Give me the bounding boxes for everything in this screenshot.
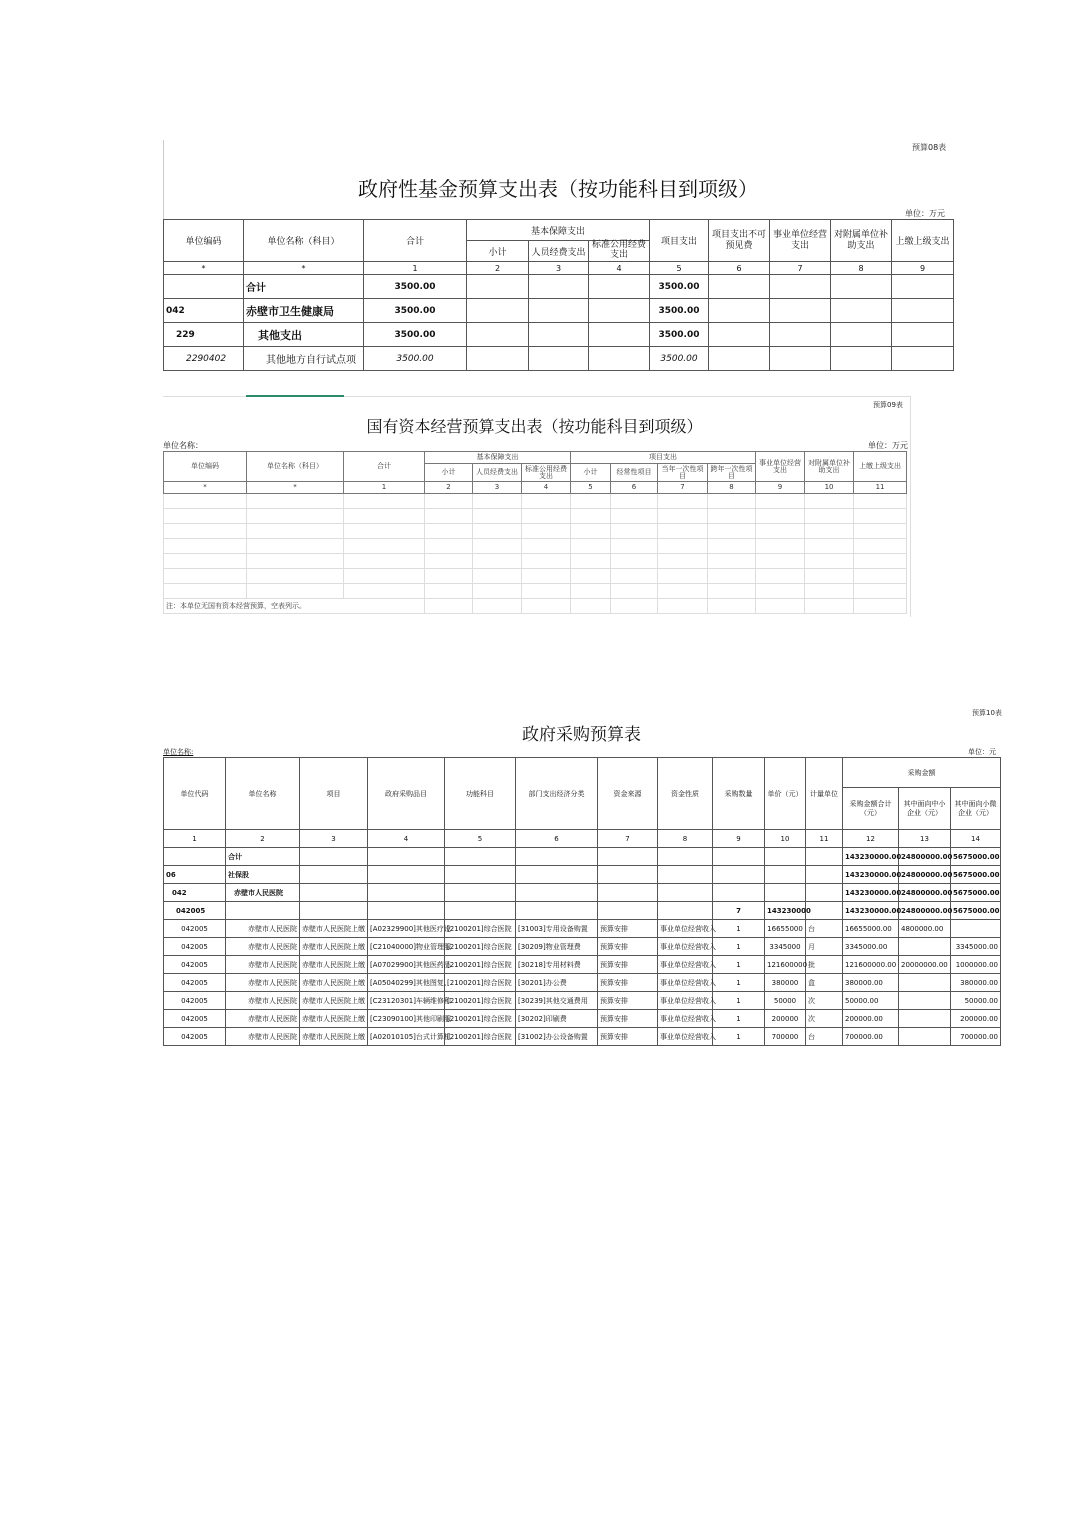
t1-num: 8 [831,262,892,275]
t3-cell-micro [951,920,1001,938]
t1-num: * [244,262,364,275]
t3-h-price: 单价（元） [765,758,806,830]
t3-cell-code [164,848,226,866]
table3-unit-name: 单位名称: [163,748,194,756]
t3-cell-price: 16655000 [765,920,806,938]
t3-cell-name: 赤壁市人民医院 [226,938,300,956]
t3-num: 4 [368,830,445,848]
t3-cell-source: 预算安排 [598,920,658,938]
t3-cell-name: 赤壁市人民医院 [226,1010,300,1028]
t1-row-code [164,275,244,299]
t3-cell-micro: 5675000.00 [951,884,1001,902]
t3-cell-sme [899,938,951,956]
t3-num: 12 [843,830,899,848]
t3-cell-price: 50000 [765,992,806,1010]
t3-cell-price: 121600000 [765,956,806,974]
t2-num: * [247,482,344,494]
t1-row-code: 229 [164,323,244,347]
table1-unit: 单位：万元 [905,209,945,218]
table-row [164,992,1001,1010]
t3-cell-sme: 24800000.00 [899,884,951,902]
t3-num: 3 [300,830,368,848]
t3-num: 14 [951,830,1001,848]
t3-cell-qty: 1 [713,1028,765,1046]
t3-cell-measure: 批 [806,956,843,974]
t2-num: 4 [522,482,571,494]
t2-h-subsidy: 对附属单位补助支出 [805,452,854,482]
table-row [164,1010,1001,1028]
t3-h-source: 资金来源 [598,758,658,830]
t3-cell-total: 121600000.00 [843,956,899,974]
table2 [163,451,907,614]
t2-num: 8 [708,482,756,494]
t2-h-superior: 上缴上级支出 [854,452,907,482]
t3-cell-measure: 次 [806,992,843,1010]
t3-cell-func: [2100201]综合医院 [445,920,516,938]
t3-cell-func: [2100201]综合医院 [445,1028,516,1046]
t3-cell-total: 16655000.00 [843,920,899,938]
table-row [164,920,1001,938]
t3-cell-sme: 24800000.00 [899,866,951,884]
t3-cell-name [226,902,300,920]
t2-h-p-multi: 跨年一次性项目 [708,464,756,482]
t3-cell-qty [713,866,765,884]
t3-cell-price: 143230000 [765,902,806,920]
t1-row-project: 3500.00 [650,347,709,371]
t3-cell-nature: 事业单位经营收入 [658,974,713,992]
t3-cell-econ: [30202]印刷费 [516,1010,598,1028]
t1-h-name: 单位名称（科目） [244,220,364,262]
t3-cell-econ: [30209]物业管理费 [516,938,598,956]
t2-h-business: 事业单位经营支出 [756,452,805,482]
t3-cell-name: 赤壁市人民医院 [226,1028,300,1046]
t1-h-superior: 上缴上级支出 [892,220,954,262]
t3-cell-micro: 3345000.00 [951,938,1001,956]
t1-h-public: 标准公用经费支出 [589,241,650,262]
t3-h-econ: 部门支出经济分类 [516,758,598,830]
t1-h-business: 事业单位经营支出 [770,220,831,262]
table-row [164,956,1001,974]
t3-num: 1 [164,830,226,848]
t3-cell-total: 143230000.00 [843,884,899,902]
t3-cell-code: 042005 [164,956,226,974]
t3-cell-qty: 1 [713,938,765,956]
t3-cell-nature: 事业单位经营收入 [658,1010,713,1028]
t3-cell-name: 赤壁市人民医院 [226,974,300,992]
t2-num: 6 [611,482,658,494]
t3-cell-name: 社保股 [226,866,300,884]
t3-cell-qty [713,848,765,866]
t3-cell-source: 预算安排 [598,1028,658,1046]
t3-cell-project: 赤壁市人民医院上缴 [300,938,368,956]
t3-cell-item: [A02010105]台式计算机 [368,1028,445,1046]
t3-h-code: 单位代码 [164,758,226,830]
t2-h-subtotal: 小计 [425,464,473,482]
table-row [164,866,1001,884]
t3-cell-project: 赤壁市人民医院上缴 [300,1028,368,1046]
t3-h-name: 单位名称 [226,758,300,830]
t1-h-personnel: 人员经费支出 [529,241,589,262]
t3-cell-qty [713,884,765,902]
t3-cell-qty: 1 [713,920,765,938]
t1-row-name: 其他地方自行试点项 [244,347,364,371]
t1-row-total: 3500.00 [364,347,467,371]
t3-cell-name: 合计 [226,848,300,866]
t3-h-nature: 资金性质 [658,758,713,830]
t3-cell-micro: 200000.00 [951,1010,1001,1028]
t2-num: 5 [571,482,611,494]
t3-h-amount-micro: 其中面向小微企业（元） [951,788,1001,830]
t3-cell-micro: 700000.00 [951,1028,1001,1046]
t3-cell-price: 3345000 [765,938,806,956]
t3-cell-sme [899,974,951,992]
t3-cell-price: 200000 [765,1010,806,1028]
table2-tag: 预算09表 [873,401,903,409]
t3-num: 9 [713,830,765,848]
t1-num: 5 [650,262,709,275]
t3-cell-nature: 事业单位经营收入 [658,920,713,938]
t3-cell-price [765,866,806,884]
table3-tag: 预算10表 [972,709,1002,717]
table-row [164,974,1001,992]
t1-num: 7 [770,262,831,275]
t2-num: * [164,482,247,494]
t3-cell-item: [C21040000]物业管理服 [368,938,445,956]
t1-num: 6 [709,262,770,275]
t3-cell-code: 042005 [164,902,226,920]
t1-row-project: 3500.00 [650,323,709,347]
t3-cell-total: 50000.00 [843,992,899,1010]
t3-cell-nature: 事业单位经营收入 [658,992,713,1010]
t1-row-total: 3500.00 [364,299,467,323]
t3-num: 11 [806,830,843,848]
t3-cell-nature: 事业单位经营收入 [658,956,713,974]
t3-cell-item: [A07029900]其他医药品 [368,956,445,974]
table-row [164,884,1001,902]
t2-h-p-once: 当年一次性项目 [658,464,708,482]
t2-h-p-subtotal: 小计 [571,464,611,482]
table1-tag: 预算08表 [912,143,947,152]
t3-cell-total: 700000.00 [843,1028,899,1046]
t3-cell-price [765,848,806,866]
t3-cell-total: 143230000.00 [843,902,899,920]
t3-cell-nature: 事业单位经营收入 [658,1028,713,1046]
t2-num: 10 [805,482,854,494]
t3-cell-func: [2100201]综合医院 [445,938,516,956]
t3-num: 5 [445,830,516,848]
table-row [164,938,1001,956]
t3-cell-project: 赤壁市人民医院上缴 [300,974,368,992]
t2-h-public: 标准公用经费支出 [522,464,571,482]
table1-title: 政府性基金预算支出表（按功能科目到项级） [358,177,758,201]
t3-cell-project: 赤壁市人民医院上缴 [300,1010,368,1028]
t3-cell-code: 042 [164,884,226,902]
t1-num: 3 [529,262,589,275]
t3-cell-micro: 50000.00 [951,992,1001,1010]
table-row [164,902,1001,920]
t3-cell-price: 380000 [765,974,806,992]
t3-cell-sme: 24800000.00 [899,848,951,866]
t2-num: 11 [854,482,907,494]
table1-edge [163,140,164,220]
t3-cell-func: [2100201]综合医院 [445,1010,516,1028]
t1-row-total: 3500.00 [364,275,467,299]
t3-cell-price: 700000 [765,1028,806,1046]
t3-cell-project: 赤壁市人民医院上缴 [300,920,368,938]
t3-cell-total: 3345000.00 [843,938,899,956]
t1-num: 2 [467,262,529,275]
t3-cell-name: 赤壁市人民医院 [226,920,300,938]
t1-row-project: 3500.00 [650,275,709,299]
t3-cell-total: 143230000.00 [843,866,899,884]
t3-num: 7 [598,830,658,848]
t3-cell-econ: [30201]办公费 [516,974,598,992]
t3-num: 6 [516,830,598,848]
t2-num: 9 [756,482,805,494]
t2-h-project: 项目支出 [571,452,756,464]
t3-h-func: 功能科目 [445,758,516,830]
t3-cell-price [765,884,806,902]
t3-cell-measure: 次 [806,1010,843,1028]
t3-cell-sme: 4800000.00 [899,920,951,938]
t3-h-amount-sme: 其中面向中小企业（元） [899,788,951,830]
t3-cell-code: 06 [164,866,226,884]
table2-note: 注：本单位无国有资本经营预算，空表列示。 [164,599,425,614]
table2-title: 国有资本经营预算支出表（按功能科目到项级） [366,417,703,436]
t3-num: 2 [226,830,300,848]
t3-cell-micro: 1000000.00 [951,956,1001,974]
t3-cell-source: 预算安排 [598,1010,658,1028]
t1-num: 9 [892,262,954,275]
t1-row-code: 2290402 [164,347,244,371]
t3-cell-name: 赤壁市人民医院 [226,884,300,902]
t3-cell-measure: 月 [806,938,843,956]
t3-cell-sme [899,1028,951,1046]
t3-cell-item: [C23090100]其他印刷服 [368,1010,445,1028]
t3-cell-measure: 台 [806,1028,843,1046]
t3-cell-measure: 台 [806,920,843,938]
t3-h-amount-total: 采购金额合计（元） [843,788,899,830]
t3-cell-econ: [31003]专用设备购置 [516,920,598,938]
table2-unit-name: 单位名称： [163,441,203,450]
t3-cell-econ: [30218]专用材料费 [516,956,598,974]
t3-num: 13 [899,830,951,848]
t3-cell-func: [2100201]综合医院 [445,992,516,1010]
t3-cell-qty: 1 [713,974,765,992]
table-row [164,848,1001,866]
t3-h-amount: 采购金额 [843,758,1001,788]
t3-cell-micro: 380000.00 [951,974,1001,992]
t3-cell-qty: 1 [713,956,765,974]
t3-cell-code: 042005 [164,992,226,1010]
t3-cell-total: 380000.00 [843,974,899,992]
t3-cell-source: 预算安排 [598,992,658,1010]
t1-h-subsidy: 对附属单位补助支出 [831,220,892,262]
t1-num: 4 [589,262,650,275]
t2-h-p-regular: 经常性项目 [611,464,658,482]
t2-num: 1 [344,482,425,494]
t2-h-name: 单位名称（科目） [247,452,344,482]
t3-cell-qty: 1 [713,992,765,1010]
t3-cell-func: [2100201]综合医院 [445,974,516,992]
table2-cell-highlight [246,395,344,397]
t3-h-measure: 计量单位 [806,758,843,830]
table3 [163,757,1001,1046]
t3-cell-sme [899,1010,951,1028]
t1-h-project: 项目支出 [650,220,709,262]
table3-title: 政府采购预算表 [522,725,641,745]
t3-cell-code: 042005 [164,938,226,956]
t3-cell-sme: 20000000.00 [899,956,951,974]
t2-h-personnel: 人员经费支出 [473,464,522,482]
t3-cell-nature: 事业单位经营收入 [658,938,713,956]
t3-h-project: 项目 [300,758,368,830]
t1-row-project: 3500.00 [650,299,709,323]
t1-h-total: 合计 [364,220,467,262]
table3-unit: 单位：元 [968,748,996,756]
t1-row-total: 3500.00 [364,323,467,347]
t3-cell-code: 042005 [164,1028,226,1046]
t3-h-qty: 采购数量 [713,758,765,830]
t1-row-name: 合计 [244,275,364,299]
t3-cell-name: 赤壁市人民医院 [226,992,300,1010]
t3-cell-project: 赤壁市人民医院上缴 [300,956,368,974]
t3-cell-code: 042005 [164,974,226,992]
t3-h-item: 政府采购品目 [368,758,445,830]
t3-cell-sme: 24800000.00 [899,902,951,920]
t2-h-total: 合计 [344,452,425,482]
t1-h-subtotal: 小计 [467,241,529,262]
t3-cell-sme [899,992,951,1010]
t3-cell-qty: 7 [713,902,765,920]
t2-num: 3 [473,482,522,494]
t3-cell-micro: 5675000.00 [951,866,1001,884]
t3-cell-source: 预算安排 [598,974,658,992]
t3-cell-total: 200000.00 [843,1010,899,1028]
t1-num: 1 [364,262,467,275]
t1-h-unforeseen: 项目支出不可预见费 [709,220,770,262]
t3-cell-econ: [30239]其他交通费用 [516,992,598,1010]
t1-h-code: 单位编码 [164,220,244,262]
t3-num: 10 [765,830,806,848]
t3-cell-source: 预算安排 [598,938,658,956]
t3-num: 8 [658,830,713,848]
t3-cell-micro: 5675000.00 [951,848,1001,866]
t3-cell-source: 预算安排 [598,956,658,974]
t2-num: 2 [425,482,473,494]
t2-h-basic: 基本保障支出 [425,452,571,464]
table2-unit: 单位：万元 [868,441,908,450]
t1-row-name: 其他支出 [244,323,364,347]
t1-row-code: 042 [164,299,244,323]
t3-cell-total: 143230000.00 [843,848,899,866]
table1 [163,219,954,371]
t3-cell-econ: [31002]办公设备购置 [516,1028,598,1046]
t3-cell-project: 赤壁市人民医院上缴 [300,992,368,1010]
t1-h-basic: 基本保障支出 [467,220,650,241]
t1-row-name: 赤壁市卫生健康局 [244,299,364,323]
t3-cell-item: [C23120301]车辆维修和 [368,992,445,1010]
t3-cell-name: 赤壁市人民医院 [226,956,300,974]
t1-num: * [164,262,244,275]
t2-h-code: 单位编码 [164,452,247,482]
table-row [164,1028,1001,1046]
t3-cell-code: 042005 [164,920,226,938]
t3-cell-qty: 1 [713,1010,765,1028]
t3-cell-item: [A05040299]其他图复、 [368,974,445,992]
t2-num: 7 [658,482,708,494]
t3-cell-item: [A02329900]其他医疗设 [368,920,445,938]
t3-cell-func: [2100201]综合医院 [445,956,516,974]
t3-cell-micro: 5675000.00 [951,902,1001,920]
t3-cell-measure: 盒 [806,974,843,992]
t3-cell-code: 042005 [164,1010,226,1028]
